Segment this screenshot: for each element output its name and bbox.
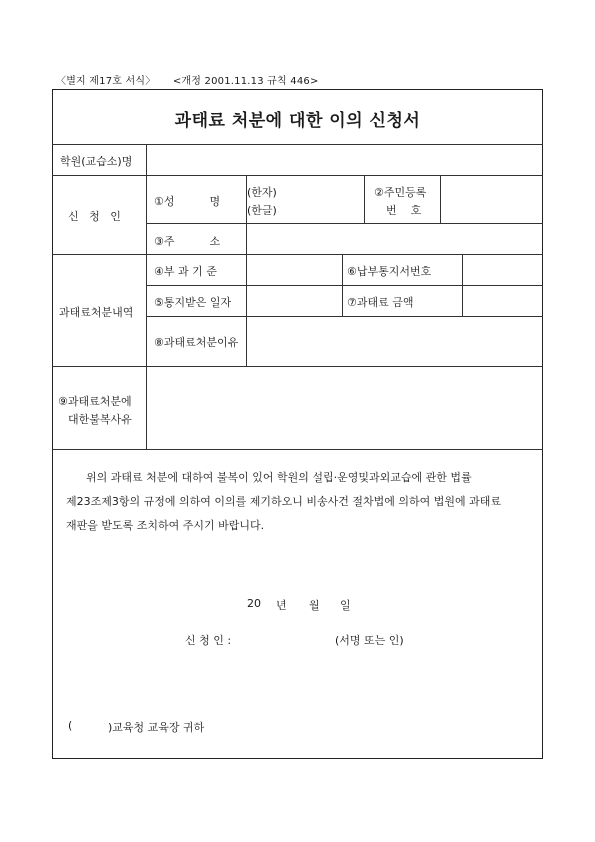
notice-number-label: ⑥납부통지서번호 xyxy=(347,265,432,278)
date-year: 20 xyxy=(247,597,261,610)
signature-note: (서명 또는 인) xyxy=(335,634,404,647)
form-reference: 〈별지 제17호 서식〉 xyxy=(56,76,156,87)
divider xyxy=(462,254,463,316)
academy-name-label: 학원(교습소)명 xyxy=(60,155,133,168)
fine-reason-label: ⑧과태료처분이유 xyxy=(154,336,239,349)
divider xyxy=(52,254,543,255)
divider xyxy=(52,449,543,450)
fine-amount-label: ⑦과태료 금액 xyxy=(347,296,414,309)
revision-note: <개정 2001.11.13 규칙 446> xyxy=(172,76,319,87)
recipient-text: )교육청 교육장 귀하 xyxy=(108,721,205,734)
levy-basis-label: ④부 과 기 준 xyxy=(154,265,217,278)
recipient-open: ( xyxy=(68,719,73,732)
date-year-unit: 년 xyxy=(276,599,287,612)
divider xyxy=(52,144,543,145)
rrn-label: ②주민등록 xyxy=(374,186,427,199)
fine-details-label: 과태료처분내역 xyxy=(59,306,134,319)
signature-label: 신 청 인 : xyxy=(185,634,232,647)
rrn-label-number: 번 호 xyxy=(386,204,422,217)
hangul-label: (한글) xyxy=(247,204,277,217)
date-day-unit: 일 xyxy=(340,599,351,612)
divider xyxy=(52,366,543,367)
form-title: 과태료 처분에 대한 이의 신청서 xyxy=(174,111,421,131)
divider xyxy=(364,175,365,223)
address-label: ③주 소 xyxy=(154,235,221,248)
date-month-unit: 월 xyxy=(309,599,320,612)
divider xyxy=(52,175,543,176)
divider xyxy=(146,144,147,449)
statement-text: 위의 과태료 처분에 대하여 불복이 있어 학원의 설립·운영및과외교습에 관한 법률 제23조제3항의 규정에 의하여 이의를 제기하오니 비송사건 절차법에 의하여 법원에 과태료 재판을 받도록 조치하여 주시기 바랍니다. xyxy=(66,471,501,532)
divider xyxy=(146,316,543,317)
name-label: ①성 명 xyxy=(154,195,221,208)
form-header xyxy=(56,72,333,87)
notice-date-label: ⑤통지받은 일자 xyxy=(154,296,232,309)
divider xyxy=(342,254,343,316)
applicant-label: 신 청 인 xyxy=(68,210,121,223)
objection-label-reason: 대한불복사유 xyxy=(68,413,132,426)
divider xyxy=(440,175,441,223)
divider xyxy=(146,285,543,286)
objection-label: ⑨과태료처분에 xyxy=(58,395,132,408)
hanja-label: (한자) xyxy=(247,186,277,199)
divider xyxy=(146,223,543,224)
